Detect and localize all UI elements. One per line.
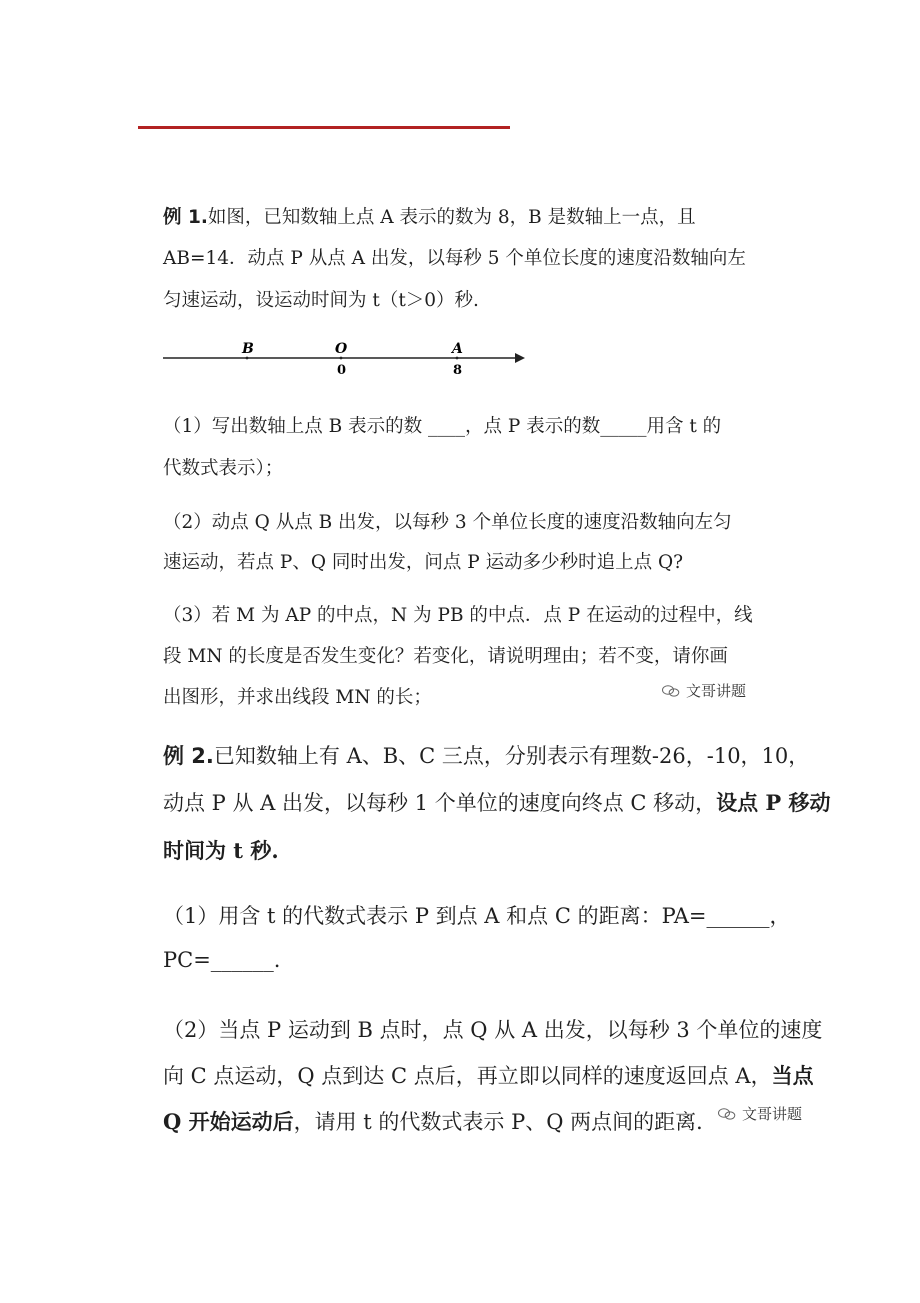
watermark-2: [718, 1103, 802, 1124]
example2-label: 例 2.: [163, 744, 214, 768]
example1-q2-line-1: （2）动点 Q 从点 B 出发，以每秒 3 个单位长度的速度沿数轴向左匀: [163, 512, 732, 533]
watermark-text: 文哥讲题: [742, 1105, 803, 1123]
example1-q3-line-2: 段 MN 的长度是否发生变化？若变化，请说明理由；若不变，请你画: [163, 646, 728, 667]
point-a-label: A: [452, 341, 463, 357]
example1-line-3: 匀速运动，设运动时间为 t（t＞0）秒.: [163, 290, 479, 311]
example1-line-1: 例 1.如图，已知数轴上点 A 表示的数为 8，B 是数轴上一点，且: [163, 207, 696, 228]
example1-q1-line-2: 代数式表示）；: [163, 458, 284, 479]
point-a-value: 8: [453, 363, 463, 378]
number-line: [163, 338, 533, 380]
example2-line-3: 时间为 t 秒.: [163, 838, 279, 863]
example1-q3-line-3: 出图形，并求出线段 MN 的长；: [163, 687, 432, 708]
example2-q2-line-1: （2）当点 P 运动到 B 点时，点 Q 从 A 出发，以每秒 3 个单位的速度: [163, 1018, 823, 1042]
point-b-label: B: [242, 341, 254, 357]
example2-q1-line-2: PC=______.: [163, 948, 281, 972]
example2-q2-line-2: 向 C 点运动，Q 点到达 C 点后，再立即以同样的速度返回点 A，当点: [163, 1063, 814, 1088]
wechat-icon: [718, 1108, 736, 1120]
example1-q1-line-1: （1）写出数轴上点 B 表示的数 ____，点 P 表示的数_____用含 t 的: [163, 416, 722, 437]
example1-q2-line-2: 速运动，若点 P、Q 同时出发，问点 P 运动多少秒时追上点 Q?: [163, 552, 684, 573]
example2-q2-line-3: Q 开始运动后，请用 t 的代数式表示 P、Q 两点间的距离．: [163, 1109, 718, 1134]
example2-line-1: 例 2.已知数轴上有 A、B、C 三点，分别表示有理数-26，-10，10，: [163, 744, 810, 768]
point-o-dot: [340, 357, 343, 360]
watermark-1: [662, 680, 746, 701]
point-o-value: 0: [337, 363, 347, 378]
wechat-icon: [662, 685, 680, 697]
point-a-dot: [456, 357, 459, 360]
header-rule: [138, 126, 510, 129]
example1-q3-line-1: （3）若 M 为 AP 的中点，N 为 PB 的中点．点 P 在运动的过程中，线: [163, 605, 753, 626]
example1-line-2: AB=14．动点 P 从点 A 出发，以每秒 5 个单位长度的速度沿数轴向左: [163, 248, 746, 269]
point-b-dot: [246, 357, 249, 360]
example2-line-2: 动点 P 从 A 出发，以每秒 1 个单位的速度向终点 C 移动，设点 P 移动: [163, 790, 831, 815]
example1-label: 例 1.: [163, 207, 208, 228]
watermark-text: 文哥讲题: [686, 682, 747, 700]
number-line-arrow: [515, 353, 525, 363]
example2-q1-line-1: （1）用含 t 的代数式表示 P 到点 A 和点 C 的距离：PA=______，: [163, 904, 791, 928]
point-o-label: O: [335, 341, 348, 357]
